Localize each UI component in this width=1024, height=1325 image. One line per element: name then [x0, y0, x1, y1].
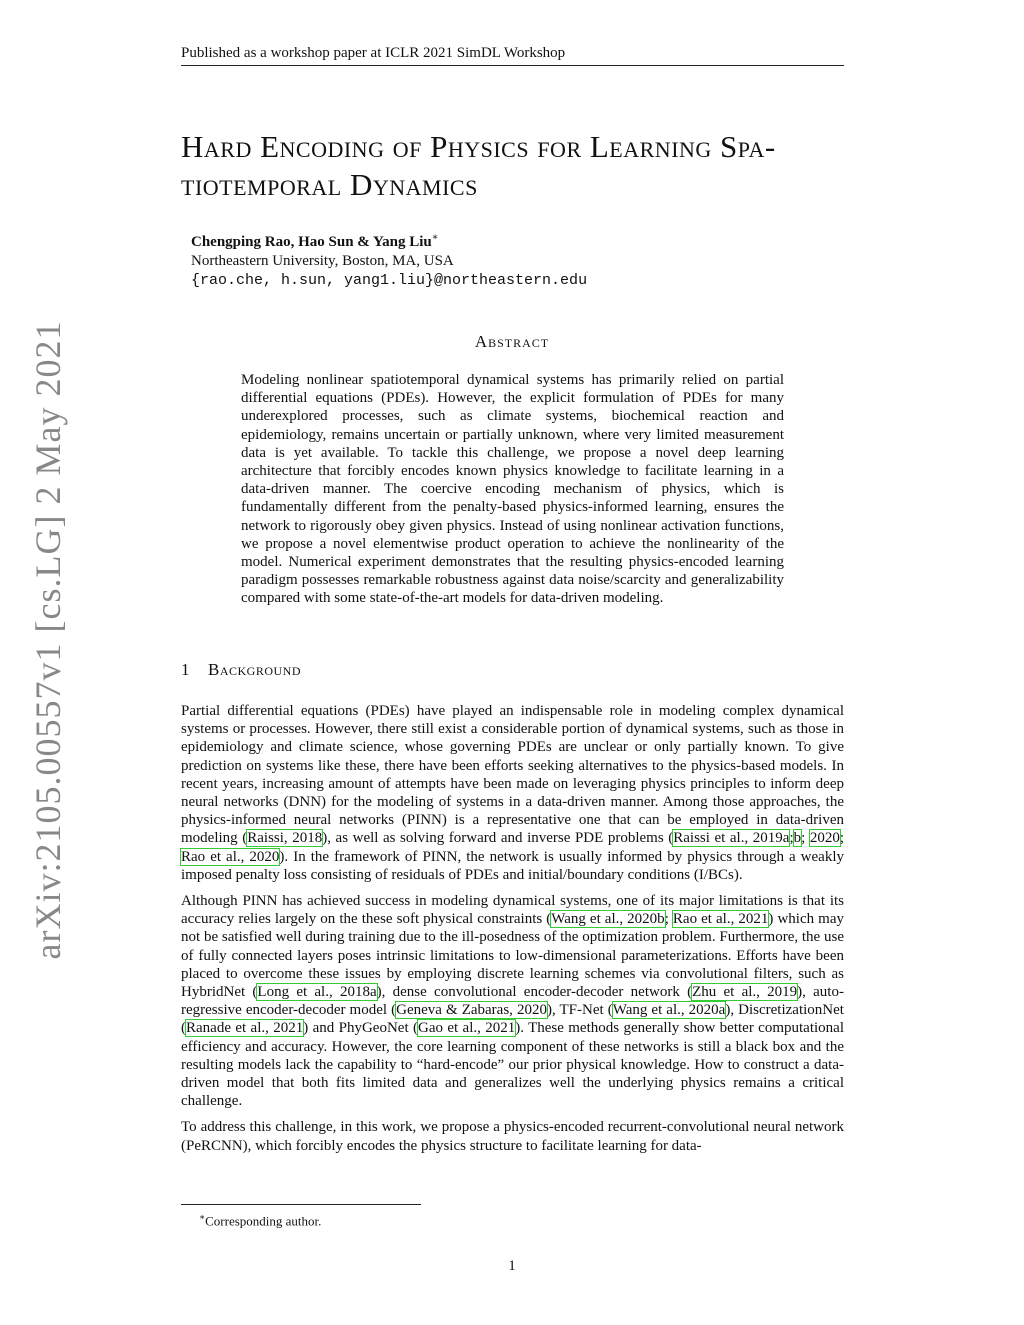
citation-link[interactable]: Rao et al., 2021 — [672, 911, 769, 928]
citation-link[interactable]: b — [793, 830, 802, 847]
section-heading-background — [181, 660, 301, 680]
paragraph-3: To address this challenge, in this work, we propose a physics-encoded recurrent-convolutional neural network (PeRCNN), which forcibly encodes the physics structure to facilitate learning for data- — [181, 1119, 844, 1154]
citation-link[interactable]: Long et al., 2018a — [257, 984, 377, 1001]
corresponding-mark: ∗ — [431, 232, 439, 243]
arxiv-stamp: arXiv:2105.00557v1 [cs.LG] 2 May 2021 — [28, 320, 68, 960]
paragraph-1: Partial differential equations (PDEs) have played an indispensable role in modeling complex dynamical systems or processes. However, there still exist a considerable portion of dynamical systems, such as those in epidemiology and climate science, whose governing PDEs are unclear or only partially known. To give prediction on systems like these, there have been efforts seeking alternatives to the physics-based models. In recent years, increasing amount of attempts have been made on leveraging physics principles to inform deep neural networks (DNN) for the modeling of systems in a data-driven manner. Among those approaches, the physics-informed neural networks (PINN) is a representative one that can be employed in data-driven modeling (Raissi, 2018), as well as solving forward and inverse PDE problems (Raissi et al., 2019a;b; 2020; Rao et al., 2020). In the framework of PINN, the network is usually informed by physics through a weakly imposed penalty loss consisting of residuals of PDEs and initial/boundary conditions (I/BCs). — [181, 703, 845, 883]
citation-link[interactable]: Wang et al., 2020b — [551, 911, 665, 928]
footnote-text: Corresponding author. — [205, 1213, 322, 1229]
citation-link[interactable]: Wang et al., 2020a — [612, 1002, 726, 1019]
body-text — [181, 702, 844, 1163]
author-block — [191, 228, 791, 290]
citation-link[interactable]: Geneva & Zabaras, 2020 — [396, 1002, 547, 1019]
abstract-heading: Abstract — [474, 332, 550, 351]
running-header: Published as a workshop paper at ICLR 2021 SimDL Workshop — [181, 44, 844, 66]
citation-link[interactable]: Rao et al., 2020 — [181, 848, 280, 865]
paper-title-line-1: Hard Encoding of Physics for Learning Spa- — [181, 129, 776, 164]
citation-link[interactable]: Raissi et al., 2019a — [673, 830, 790, 847]
footnote-mark: ∗ — [199, 1212, 206, 1222]
citation-link[interactable]: Zhu et al., 2019 — [692, 984, 798, 1001]
paper-title — [181, 128, 844, 204]
paper-title-line-2: tiotemporal Dynamics — [181, 167, 478, 202]
citation-link[interactable]: Raissi, 2018 — [247, 830, 323, 847]
citation-link[interactable]: Ranade et al., 2021 — [186, 1020, 304, 1037]
page-number: 1 — [508, 1258, 516, 1274]
abstract-text: Modeling nonlinear spatiotemporal dynamical systems has primarily relied on partial differential equations (PDEs). However, the explicit formulation of PDEs for many underexplored processes, such as climate systems, biochemical reaction and epidemiology, remains uncertain or partially unknown, where very limited measurement data is yet available. To tackle this challenge, we propose a novel deep learning architecture that forcibly encodes known physics knowledge to facilitate learning in a data-driven manner. The coercive encoding mechanism of physics, which is fundamentally different from the penalty-based physics-informed learning, ensures the network to rigorously obey given physics. Instead of using nonlinear activation functions, we propose a novel elementwise product operation to achieve the nonlinearity of the model. Numerical experiment demonstrates that the resulting physics-encoded learning paradigm possesses remarkable robustness against data noise/scarcity and generalizability compared with some state-of-the-art models for data-driven modeling. — [241, 372, 784, 607]
footnote-divider — [181, 1204, 421, 1205]
citation-link[interactable]: Gao et al., 2021 — [417, 1020, 516, 1037]
paragraph-2: Although PINN has achieved success in modeling dynamical systems, one of its major limitations is that its accuracy relies largely on the these soft physical constraints (Wang et al., 2020b; Rao et al., 2021) which may not be satisfied well during training due to the ill-posedness of the optimization problem. Furthermore, the use of fully connected layers poses intrinsic limitations to low-dimensional parameterizations. Efforts have been placed to overcome these issues by employing discrete learning schemes via convolutional filters, such as HybridNet (Long et al., 2018a), dense convolutional encoder-decoder network (Zhu et al., 2019), auto-regressive encoder-decoder model (Geneva & Zabaras, 2020), TF-Net (Wang et al., 2020a), DiscretizationNet (Ranade et al., 2021) and PhyGeoNet (Gao et al., 2021). These methods generally show better computational efficiency and accuracy. However, the core learning component of these networks is still a black box and the resulting models lack the capability to “hard-encode” our prior physical knowledge. How to construct a data-driven model that both fits limited data and generalizes well the underlying physics remains a critical challenge. — [181, 893, 844, 1110]
footnote — [199, 1209, 321, 1229]
author-affiliation: Northeastern University, Boston, MA, USA — [191, 253, 454, 269]
author-names: Chengping Rao, Hao Sun & Yang Liu∗ — [191, 232, 439, 250]
section-title: Background — [208, 660, 302, 679]
citation-link[interactable]: 2020 — [809, 830, 840, 847]
author-emails: {rao.che, h.sun, yang1.liu}@northeastern.edu — [191, 272, 588, 289]
section-number: 1 — [181, 660, 190, 679]
